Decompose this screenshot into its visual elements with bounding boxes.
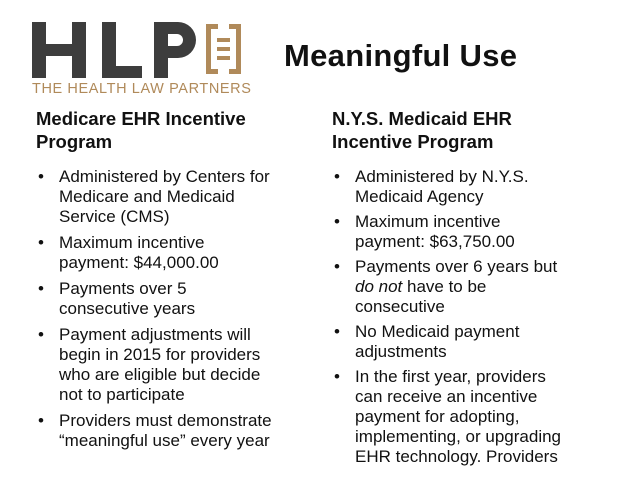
medicare-bullet-list (36, 167, 310, 451)
list-item (332, 257, 612, 317)
hlp-logo-mark (26, 18, 246, 80)
list-item (36, 325, 310, 405)
medicare-heading (36, 107, 310, 153)
bullet-icon: • (334, 167, 340, 186)
text-line: consecutive years (59, 299, 196, 318)
heading-line: Incentive Program (332, 131, 494, 152)
emphasis-text: do not (355, 277, 403, 296)
text-line: Payments over 5 (59, 279, 187, 298)
heading-line: Program (36, 131, 113, 152)
bullet-icon: • (38, 233, 44, 252)
text-line: Maximum incentive (355, 212, 501, 231)
text-line: who are eligible but decide (59, 365, 261, 384)
text-line: Maximum incentive (59, 233, 205, 252)
list-item (332, 367, 612, 467)
text-line: Service (CMS) (59, 207, 170, 226)
text-line: payment: $63,750.00 (355, 232, 515, 251)
text-line: EHR technology. Providers (355, 447, 558, 466)
list-item (36, 233, 310, 273)
logo-tagline: THE HEALTH LAW PARTNERS (32, 81, 252, 97)
list-item (332, 167, 612, 207)
text-line: Payment adjustments will (59, 325, 251, 344)
list-item (36, 411, 310, 451)
slide-title: Meaningful Use (284, 38, 518, 73)
heading-line: N.Y.S. Medicaid EHR (332, 108, 512, 129)
list-item (36, 167, 310, 227)
hlp-logo (26, 18, 252, 102)
medicaid-heading (332, 107, 612, 153)
text-line: consecutive (355, 297, 445, 316)
text-line: Providers must demonstrate (59, 411, 272, 430)
text-line: adjustments (355, 342, 447, 361)
list-item (332, 322, 612, 362)
bullet-icon: • (334, 212, 340, 231)
medicaid-column (332, 107, 612, 472)
text-line: No Medicaid payment (355, 322, 520, 341)
medicare-column (36, 107, 310, 457)
text-line: implementing, or upgrading (355, 427, 562, 446)
text-line: Administered by N.Y.S. (355, 167, 529, 186)
text-line: Payments over 6 years but (355, 257, 558, 276)
bullet-icon: • (38, 167, 44, 186)
text-line: In the first year, providers (355, 367, 546, 386)
text-line: “meaningful use” every year (59, 431, 270, 450)
text-line: have to be (402, 277, 487, 296)
text-line: begin in 2015 for providers (59, 345, 261, 364)
bullet-icon: • (38, 279, 44, 298)
text-line: payment for adopting, (355, 407, 520, 426)
bullet-icon: • (334, 367, 340, 386)
heading-line: Medicare EHR Incentive (36, 108, 246, 129)
text-line: Medicaid Agency (355, 187, 484, 206)
medicaid-bullet-list (332, 167, 612, 467)
bullet-icon: • (38, 325, 44, 344)
text-line: can receive an incentive (355, 387, 538, 406)
text-line: Medicare and Medicaid (59, 187, 235, 206)
bullet-icon: • (334, 257, 340, 276)
bullet-icon: • (38, 411, 44, 430)
list-item (332, 212, 612, 252)
bullet-icon: • (334, 322, 340, 341)
text-line: Administered by Centers for (59, 167, 270, 186)
list-item (36, 279, 310, 319)
text-line: not to participate (59, 385, 185, 404)
text-line: payment: $44,000.00 (59, 253, 219, 272)
